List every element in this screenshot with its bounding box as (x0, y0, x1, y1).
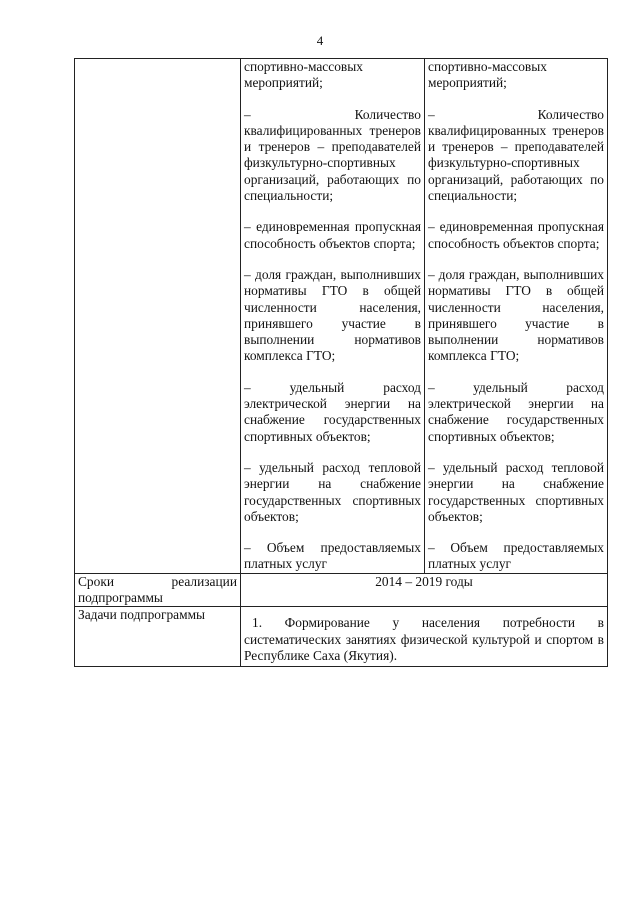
task-item: 1. Формирование у населения потребности в систематических занятиях физической культурой и спортом в Республике Саха (Якутия). (244, 615, 604, 663)
indicators-label-cell (75, 59, 241, 574)
indicator-item: – единовременная пропускная способность объектов спорта; (244, 219, 421, 251)
indicator-item: – доля граждан, выполнивших нормативы ГТО в общей численности населения, принявшего участие в выполнении нормативов комплекса ГТО; (428, 266, 604, 364)
terms-row (75, 573, 608, 607)
terms-value: 2014 – 2019 годы (241, 573, 608, 607)
tasks-cell (241, 607, 608, 667)
indicator-item: – единовременная пропускная способность объектов спорта; (428, 219, 604, 251)
indicator-item: – доля граждан, выполнивших нормативы ГТО в общей численности населения, принявшего участие в выполнении нормативов комплекса ГТО; (244, 266, 421, 364)
indicator-item: – Объем предоставляемых платных услуг (244, 540, 421, 572)
indicator-item: спортивно-массовых мероприятий; (244, 59, 363, 91)
indicator-item: – Количество квалифицированных тренеров и тренеров – преподавателей физкультурно-спортивных организаций, работающих по специальности; (244, 106, 421, 204)
terms-label: Сроки реализации подпрограммы (75, 573, 241, 607)
indicators-column-right (425, 59, 608, 574)
indicators-row (75, 59, 608, 574)
indicator-item: – Объем предоставляемых платных услуг (428, 540, 604, 572)
indicator-item: – удельный расход электрической энергии на снабжение государственных спортивных объектов; (244, 379, 421, 444)
indicator-item: – удельный расход электрической энергии на снабжение государственных спортивных объектов; (428, 379, 604, 444)
tasks-label: Задачи подпрограммы (75, 607, 241, 667)
page-number: 4 (316, 33, 324, 48)
indicator-item: спортивно-массовых мероприятий; (428, 59, 547, 91)
indicators-column-left (241, 59, 425, 574)
indicator-item: – удельный расход тепловой энергии на снабжение государственных спортивных объектов; (244, 459, 421, 524)
indicator-item: – удельный расход тепловой энергии на снабжение государственных спортивных объектов; (428, 459, 604, 524)
tasks-row (75, 607, 608, 667)
indicator-item: – Количество квалифицированных тренеров и тренеров – преподавателей физкультурно-спортивных организаций, работающих по специальности; (428, 106, 604, 204)
passport-table (74, 58, 608, 667)
